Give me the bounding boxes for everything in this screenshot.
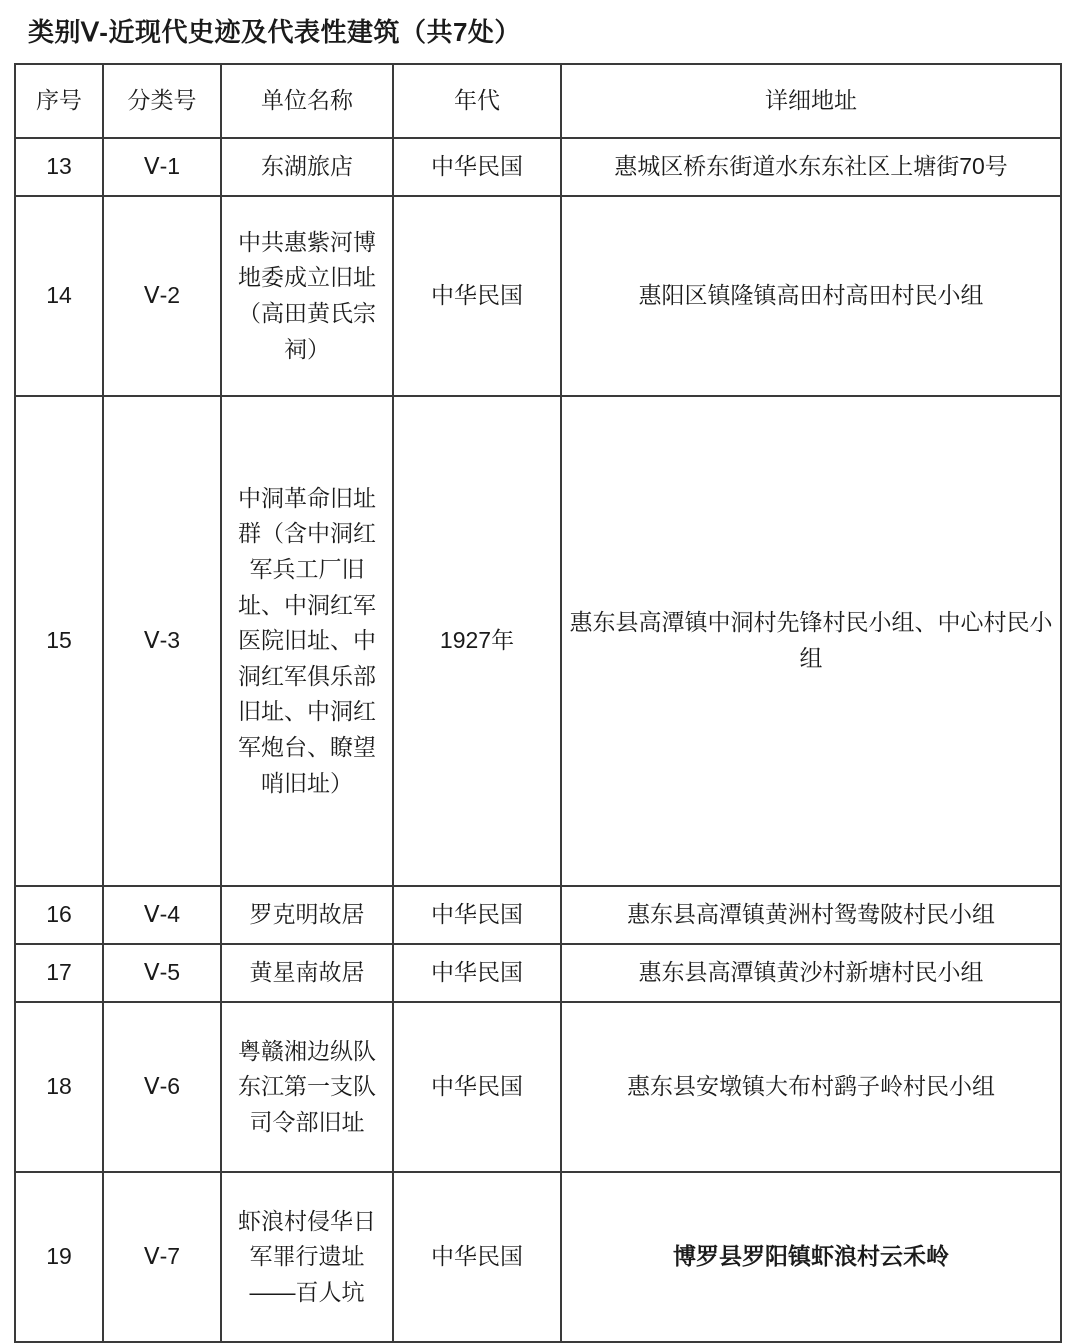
cell-category: Ⅴ-1 <box>103 138 221 196</box>
cell-name: 中洞革命旧址群（含中洞红军兵工厂旧址、中洞红军医院旧址、中洞红军俱乐部旧址、中洞红军炮台、瞭望哨旧址） <box>221 396 393 886</box>
cell-era: 中华民国 <box>393 944 561 1002</box>
cell-address: 惠阳区镇隆镇高田村高田村民小组 <box>561 196 1061 396</box>
table-row <box>15 886 1061 944</box>
table-row <box>15 1172 1061 1342</box>
cell-era: 中华民国 <box>393 886 561 944</box>
cell-seq: 19 <box>15 1172 103 1342</box>
cell-category: Ⅴ-4 <box>103 886 221 944</box>
cell-address: 惠东县安墩镇大布村鹞子岭村民小组 <box>561 1002 1061 1172</box>
cell-seq: 15 <box>15 396 103 886</box>
cell-era: 1927年 <box>393 396 561 886</box>
table-row <box>15 196 1061 396</box>
column-header-category: 分类号 <box>103 64 221 138</box>
cell-name: 罗克明故居 <box>221 886 393 944</box>
cell-name: 粤赣湘边纵队东江第一支队司令部旧址 <box>221 1002 393 1172</box>
cell-category: Ⅴ-7 <box>103 1172 221 1342</box>
page-title: 类别Ⅴ-近现代史迹及代表性建筑（共7处） <box>28 17 521 47</box>
table-row <box>15 1002 1061 1172</box>
column-header-name: 单位名称 <box>221 64 393 138</box>
cell-name: 黄星南故居 <box>221 944 393 1002</box>
cell-name: 虾浪村侵华日军罪行遗址——百人坑 <box>221 1172 393 1342</box>
cell-category: Ⅴ-3 <box>103 396 221 886</box>
cell-seq: 16 <box>15 886 103 944</box>
table-row <box>15 138 1061 196</box>
cell-era: 中华民国 <box>393 1002 561 1172</box>
cell-seq: 13 <box>15 138 103 196</box>
cell-address: 博罗县罗阳镇虾浪村云禾岭 <box>561 1172 1061 1342</box>
cell-address: 惠东县高潭镇中洞村先锋村民小组、中心村民小组 <box>561 396 1061 886</box>
cell-address: 惠城区桥东街道水东东社区上塘街70号 <box>561 138 1061 196</box>
cell-category: Ⅴ-6 <box>103 1002 221 1172</box>
cell-category: Ⅴ-2 <box>103 196 221 396</box>
cell-name: 东湖旅店 <box>221 138 393 196</box>
cell-address: 惠东县高潭镇黄沙村新塘村民小组 <box>561 944 1061 1002</box>
column-header-era: 年代 <box>393 64 561 138</box>
cell-seq: 17 <box>15 944 103 1002</box>
cell-seq: 14 <box>15 196 103 396</box>
table-row <box>15 396 1061 886</box>
table-header-row <box>15 64 1061 138</box>
cell-era: 中华民国 <box>393 196 561 396</box>
cell-name: 中共惠紫河博地委成立旧址（高田黄氏宗祠） <box>221 196 393 396</box>
cell-address: 惠东县高潭镇黄洲村鸳鸯陂村民小组 <box>561 886 1061 944</box>
cell-era: 中华民国 <box>393 138 561 196</box>
cell-category: Ⅴ-5 <box>103 944 221 1002</box>
table-row <box>15 944 1061 1002</box>
cell-seq: 18 <box>15 1002 103 1172</box>
cell-era: 中华民国 <box>393 1172 561 1342</box>
column-header-seq: 序号 <box>15 64 103 138</box>
heritage-list-table <box>14 63 1062 1343</box>
column-header-address: 详细地址 <box>561 64 1061 138</box>
